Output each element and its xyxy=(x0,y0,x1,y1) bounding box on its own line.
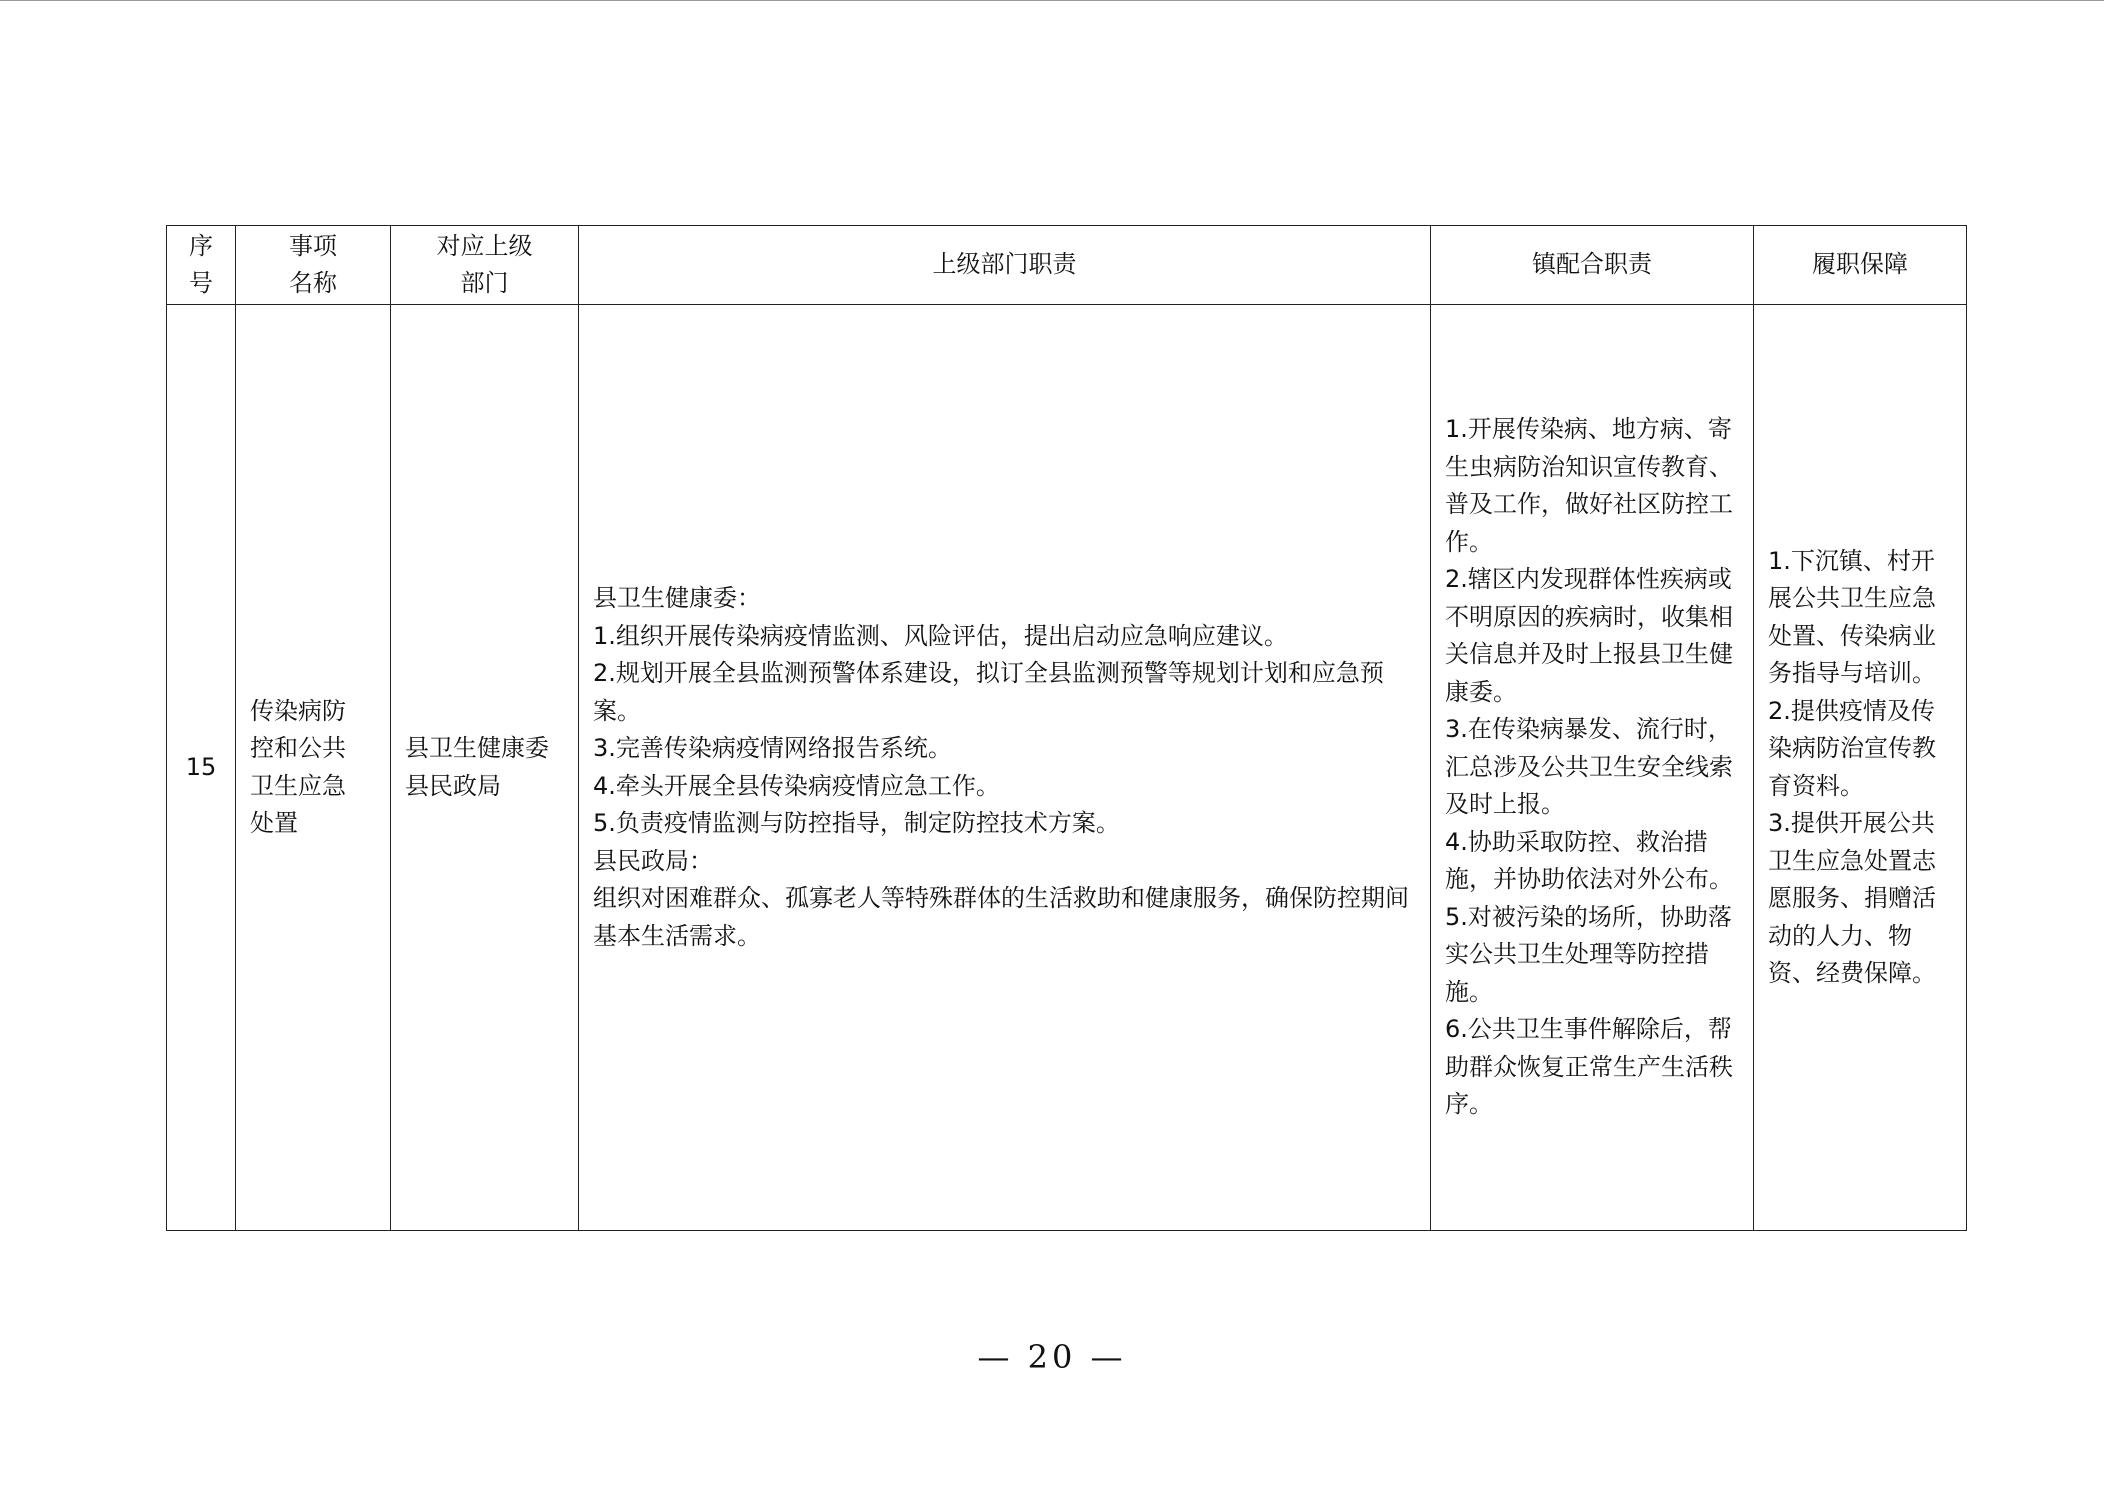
page-number: — 20 — xyxy=(977,1338,1127,1376)
header-superior-department: 对应上级 部门 xyxy=(391,226,579,305)
header-item-name: 事项 名称 xyxy=(236,226,391,305)
cell-superior-department: 县卫生健康委 县民政局 xyxy=(391,305,579,1231)
header-guarantee: 履职保障 xyxy=(1754,226,1967,305)
duty-table xyxy=(166,225,1967,1231)
table-row xyxy=(167,305,1967,1231)
table-header-row xyxy=(167,226,1967,305)
top-border-line xyxy=(0,0,2104,1)
cell-guarantee: 1.下沉镇、村开展公共卫生应急处置、传染病业务指导与培训。 2.提供疫情及传染病防治宣传教育资料。 3.提供开展公共卫生应急处置志愿服务、捐赠活动的人力、物资、经费保障。 xyxy=(1754,305,1967,1231)
header-no: 序 号 xyxy=(167,226,236,305)
cell-no: 15 xyxy=(167,305,236,1231)
cell-item-name: 传染病防 控和公共 卫生应急 处置 xyxy=(236,305,391,1231)
cell-town-duty: 1.开展传染病、地方病、寄生虫病防治知识宣传教育、普及工作，做好社区防控工作。 2.辖区内发现群体性疾病或不明原因的疾病时，收集相关信息并及时上报县卫生健康委。 3.在传染病暴发、流行时，汇总涉及公共卫生安全线索及时上报。 4.协助采取防控、救治措施，并协助依法对外公布。 5.对被污染的场所，协助落实公共卫生处理等防控措施。 6.公共卫生事件解除后，帮助群众恢复正常生产生活秩序。 xyxy=(1431,305,1754,1231)
cell-superior-duty: 县卫生健康委： 1.组织开展传染病疫情监测、风险评估，提出启动应急响应建议。 2.规划开展全县监测预警体系建设，拟订全县监测预警等规划计划和应急预案。 3.完善传染病疫情网络报告系统。 4.牵头开展全县传染病疫情应急工作。 5.负责疫情监测与防控指导，制定防控技术方案。 县民政局： 组织对困难群众、孤寡老人等特殊群体的生活救助和健康服务，确保防控期间基本生活需求。 xyxy=(579,305,1431,1231)
header-superior-duty: 上级部门职责 xyxy=(579,226,1431,305)
header-town-duty: 镇配合职责 xyxy=(1431,226,1754,305)
